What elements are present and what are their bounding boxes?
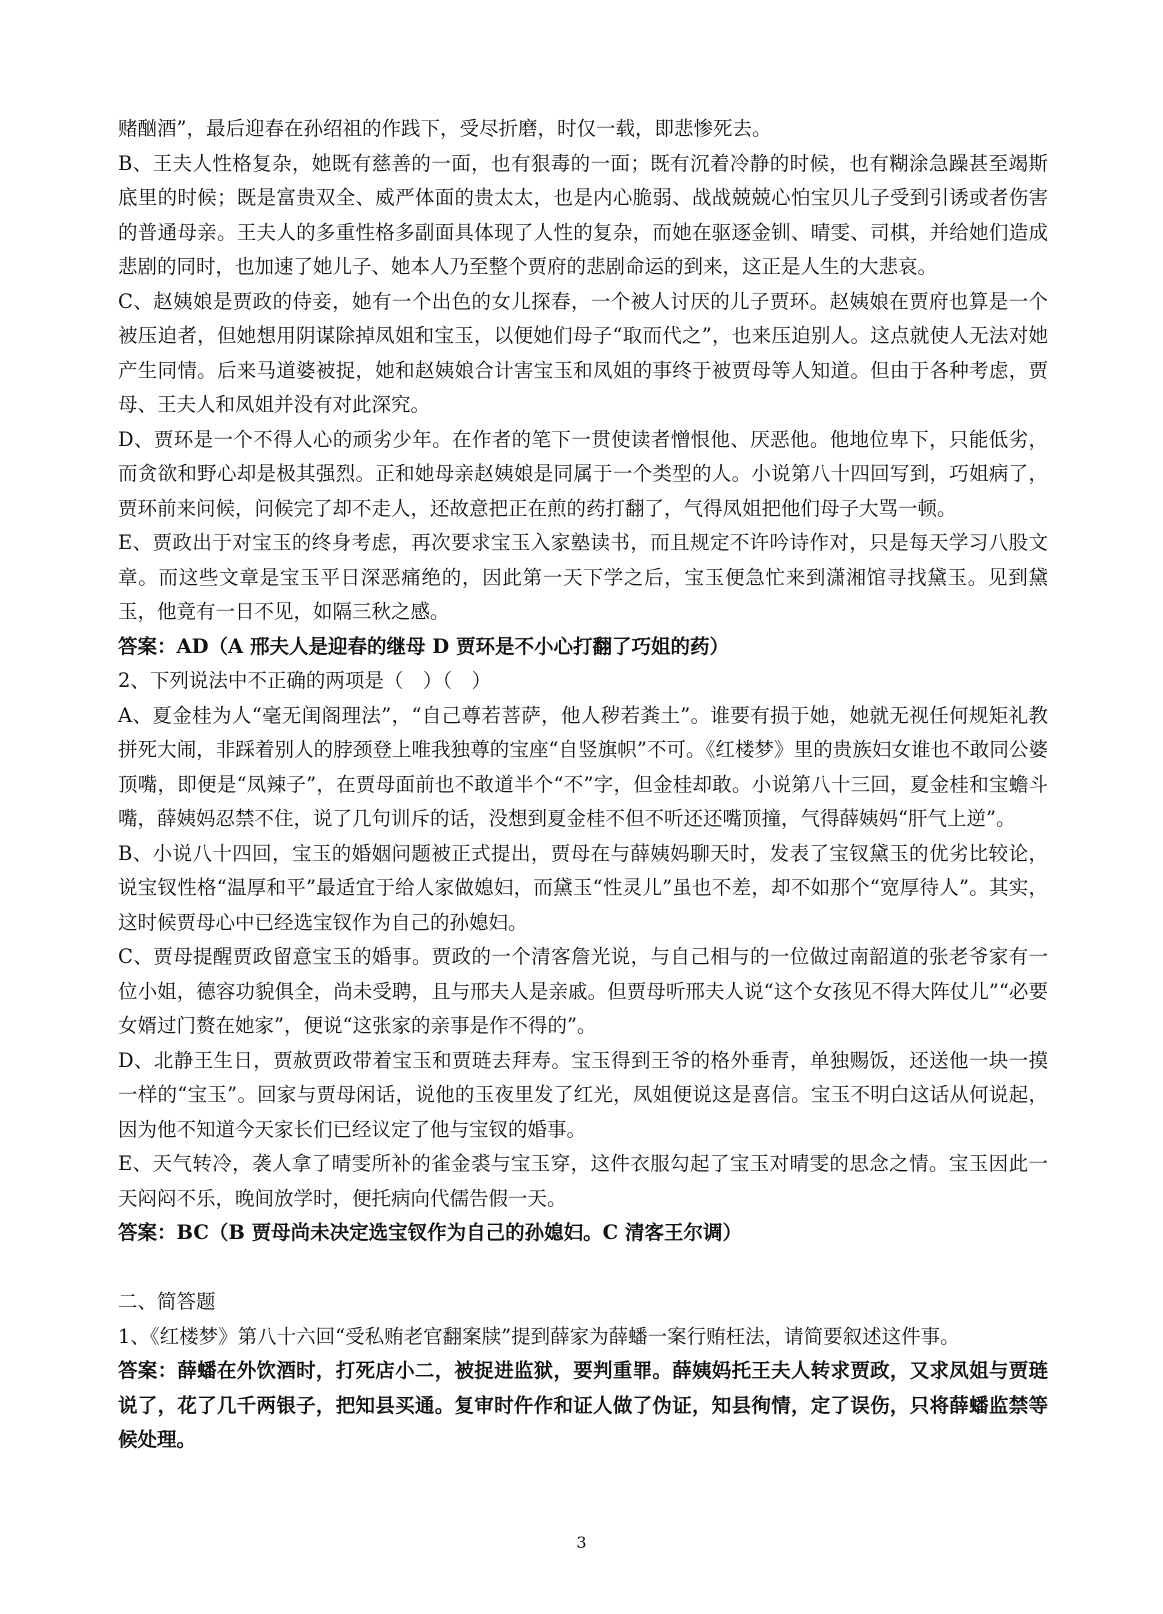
- option-c: C、赵姨娘是贾政的侍妾，她有一个出色的女儿探春，一个被人讨厌的儿子贾环。赵姨娘在贾府也算是一个被压迫者，但她想用阴谋除掉凤姐和宝玉，以便她们母子“取而代之”，也来压迫别人。这点就使人无法对她产生同情。后来马道婆被捉，她和赵姨娘合计害宝玉和凤姐的事终于被贾母等人知道。但由于各种考虑，贾母、王夫人和凤姐并没有对此深究。: [118, 289, 1048, 416]
- answer-2: 答案：BC（B 贾母尚未决定选宝钗作为自己的孙媳妇。C 清客王尔调）: [118, 1221, 742, 1244]
- page-number: 3: [576, 1533, 587, 1552]
- short-answer-1: 答案：薛蟠在外饮酒时，打死店小二，被捉进监狱，要判重罪。薛姨妈托王夫人转求贾政，又求凤姐与贾琏说了，花了几千两银子，把知县买通。复审时仵作和证人做了伪证，知县徇情，定了误伤，只将薛蟠监禁等候处理。: [118, 1359, 1048, 1451]
- q2-option-d: D、北静王生日，贾赦贾政带着宝玉和贾琏去拜寿。宝玉得到王爷的格外垂青，单独赐饭，还送他一块一摸一样的“宝玉”。回家与贾母闲话，说他的玉夜里发了红光，凤姐便说这是喜信。宝玉不明白这话从何说起，因为他不知道今天家长们已经议定了他与宝钗的婚事。: [118, 1048, 1048, 1141]
- option-e: E、贾政出于对宝玉的终身考虑，再次要求宝玉入家塾读书，而且规定不许吟诗作对，只是每天学习八股文章。而这些文章是宝玉平日深恶痛绝的，因此第一天下学之后，宝玉便急忙来到潇湘馆寻找黛玉。见到黛玉，他竟有一日不见，如隔三秋之感。: [118, 531, 1048, 623]
- section-heading: 二、简答题: [118, 1290, 216, 1313]
- answer-1: 答案：AD（A 邢夫人是迎春的继母 D 贾环是不小心打翻了巧姐的药）: [118, 634, 729, 658]
- q2-option-c: C、贾母提醒贾政留意宝玉的婚事。贾政的一个清客詹光说，与自己相与的一位做过南韶道的张老爷家有一位小姐，德容功貌俱全，尚未受聘，且与邢夫人是亲戚。但贾母听邢夫人说“这个女孩见不得大阵仗儿”“必要女婿过门赘在她家”，便说“这张家的亲事是作不得的”。: [118, 945, 1048, 1037]
- option-b: B、王夫人性格复杂，她既有慈善的一面，也有狠毒的一面；既有沉着冷静的时候，也有糊涂急躁甚至竭斯底里的时候；既是富贵双全、威严体面的贵太太，也是内心脆弱、战战兢兢心怕宝贝儿子受到引诱或者伤害的普通母亲。王夫人的多重性格多副面具体现了人性的复杂，而她在驱逐金钏、晴雯、司棋，并给她们造成悲剧的同时，也加速了她儿子、她本人乃至整个贾府的悲剧命运的到来，这正是人生的大悲哀。: [118, 151, 1048, 278]
- q2-option-e: E、天气转冷，袭人拿了晴雯所补的雀金裘与宝玉穿，这件衣服勾起了宝玉对晴雯的思念之情。宝玉因此一天闷闷不乐，晚间放学时，便托病向代儒告假一天。: [118, 1152, 1048, 1210]
- short-answer-question-1: 1、《红楼梦》第八十六回“受私贿老官翻案牍”提到薛家为薛蟠一案行贿枉法，请简要叙述这件事。: [118, 1324, 960, 1348]
- paragraph-continuation: 赌酗酒”，最后迎春在孙绍祖的作践下，受尽折磨，时仅一载，即悲惨死去。: [118, 117, 772, 140]
- question-2: 2、下列说法中不正确的两项是（ ）（ ）: [118, 669, 492, 692]
- q2-option-b: B、小说八十四回，宝玉的婚姻问题被正式提出，贾母在与薛姨妈聊天时，发表了宝钗黛玉的优劣比较论，说宝钗性格“温厚和平”最适宜于给人家做媳妇，而黛玉“性灵儿”虽也不差，却不如那个“宽厚待人”。其实，这时候贾母心中已经选宝钗作为自己的孙媳妇。: [118, 841, 1048, 934]
- page-body: [118, 112, 1048, 1458]
- q2-option-a: A、夏金桂为人“毫无闺阁理法”，“自己尊若菩萨，他人秽若粪土”。谁要有损于她，她就无视任何规矩礼教拼死大闹，非踩着别人的脖颈登上唯我独尊的宝座“自竖旗帜”不可。《红楼梦》里的贵族妇女谁也不敢同公婆顶嘴，即便是“凤辣子”，在贾母面前也不敢道半个“不”字，但金桂却敢。小说第八十三回，夏金桂和宝蟾斗嘴，薛姨妈忍禁不住，说了几句训斥的话，没想到夏金桂不但不听还还嘴顶撞，气得薛姨妈“肝气上逆”。: [118, 703, 1048, 830]
- option-d: D、贾环是一个不得人心的顽劣少年。在作者的笔下一贯使读者憎恨他、厌恶他。他地位卑下，只能低劣，而贪欲和野心却是极其强烈。正和她母亲赵姨娘是同属于一个类型的人。小说第八十四回写到，巧姐病了，贾环前来问候，问候完了却不走人，还故意把正在煎的药打翻了，气得凤姐把他们母子大骂一顿。: [118, 427, 1048, 520]
- blank-line: [118, 1251, 1048, 1286]
